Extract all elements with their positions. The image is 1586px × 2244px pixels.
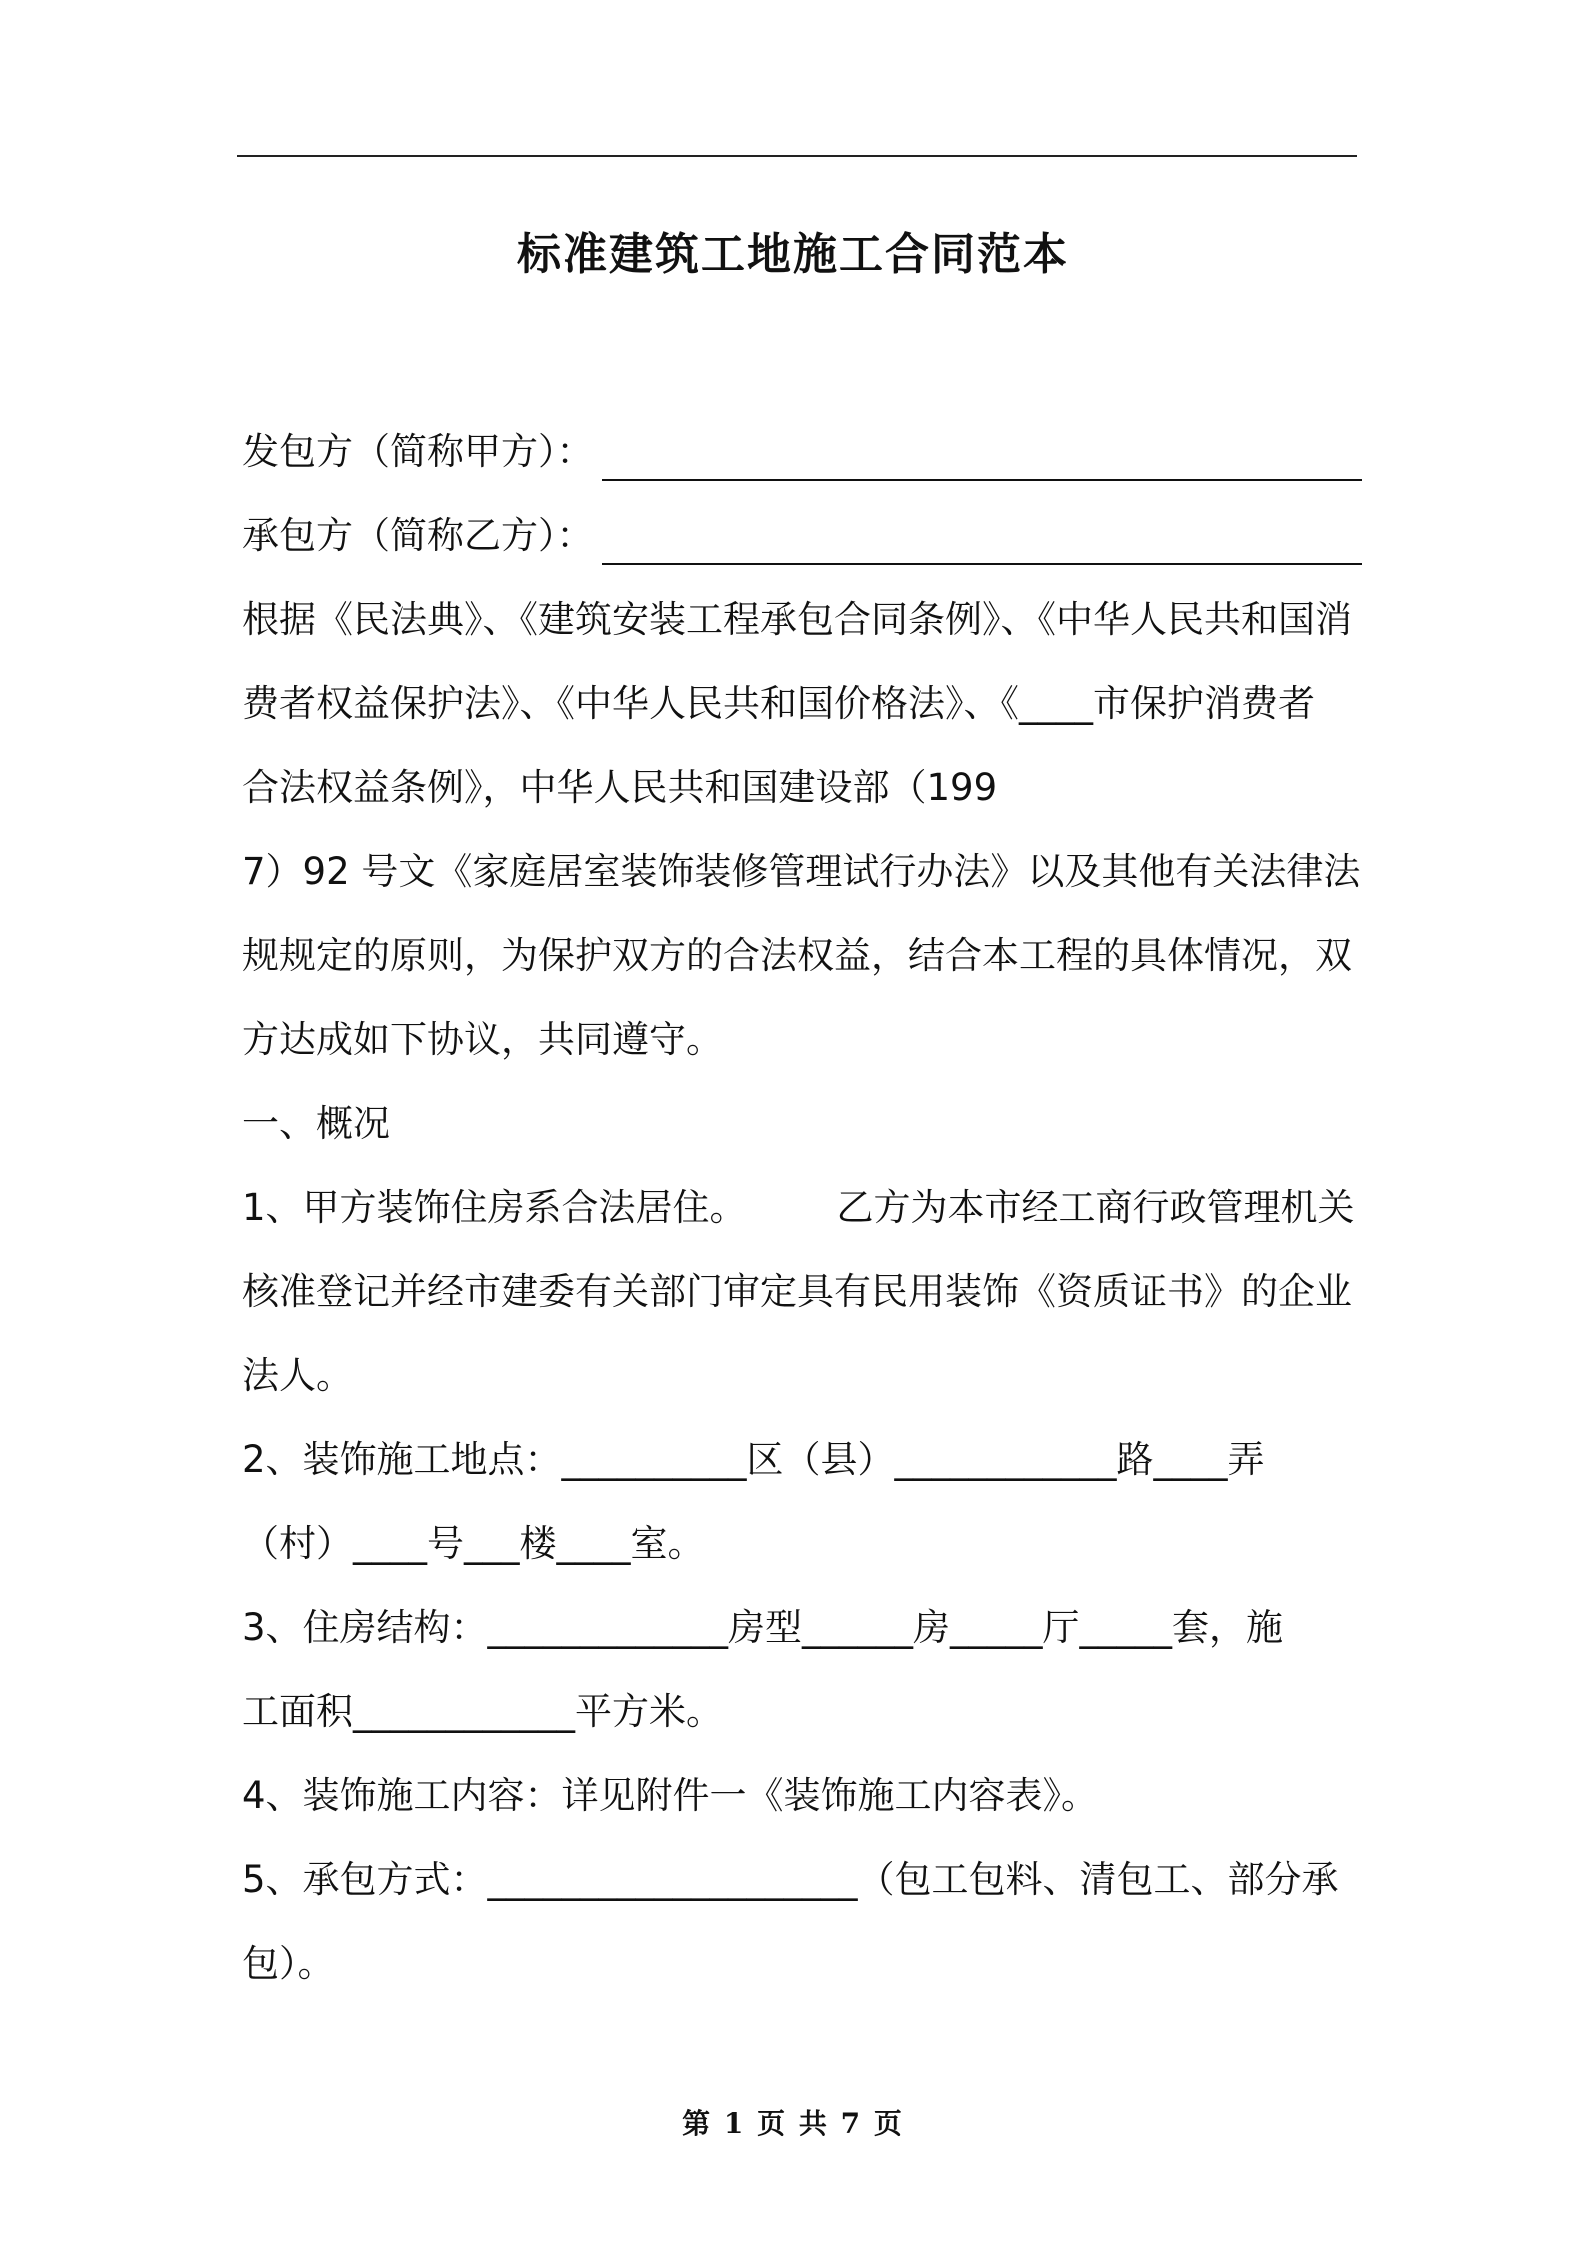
preamble-line: 根据《民法典》、《建筑安装工程承包合同条例》、《中华人民共和国消 — [242, 598, 1352, 641]
document-body — [242, 410, 1362, 2006]
page-indicator: 第 1 页 共 7 页 — [682, 2107, 904, 2140]
party-b-label: 承包方（简称乙方）： — [242, 514, 594, 557]
item-1-continuation: 法人。 — [242, 1354, 353, 1397]
item-3-line: 工面积____________平方米。 — [242, 1690, 723, 1733]
item-2-line: 2、装饰施工地点：__________区（县）____________路____弄 — [242, 1438, 1265, 1481]
preamble-line: 方达成如下协议，共同遵守。 — [242, 1018, 723, 1061]
party-b-line — [242, 494, 1362, 578]
preamble-line: 7）92 号文《家庭居室装饰装修管理试行办法》以及其他有关法律法 — [242, 850, 1361, 893]
party-a-label: 发包方（简称甲方）： — [242, 430, 594, 473]
preamble-line: 合法权益条例》，中华人民共和国建设部（199 — [242, 766, 998, 809]
item-5-line: 包）。 — [242, 1942, 335, 1985]
preamble-line: 费者权益保护法》、《中华人民共和国价格法》、《____市保护消费者 — [242, 682, 1315, 725]
document-title: 标准建筑工地施工合同范本 — [517, 229, 1069, 280]
party-b-blank — [602, 527, 1363, 565]
item-1-part1: 1、甲方装饰住房系合法居住。 — [242, 1186, 747, 1229]
item-2-line: （村）____号___楼____室。 — [242, 1522, 705, 1565]
item-1-continuation: 核准登记并经市建委有关部门审定具有民用装饰《资质证书》的企业 — [242, 1270, 1352, 1313]
preamble-line: 规规定的原则，为保护双方的合法权益，结合本工程的具体情况，双 — [242, 934, 1352, 977]
item-5-line: 5、承包方式：____________________（包工包料、清包工、部分承 — [242, 1858, 1339, 1901]
item-3-line: 3、住房结构：_____________房型______房_____厅_____套，施 — [242, 1606, 1284, 1649]
item-1-part2: 乙方为本市经工商行政管理机关 — [836, 1186, 1355, 1229]
section-heading-overview: 一、概况 — [242, 1102, 390, 1145]
party-a-blank — [602, 443, 1363, 481]
header-divider — [237, 155, 1357, 157]
item-4-line: 4、装饰施工内容：详见附件一《装饰施工内容表》。 — [242, 1774, 1099, 1817]
party-a-line — [242, 410, 1362, 494]
item-1-line — [242, 1166, 1362, 1250]
